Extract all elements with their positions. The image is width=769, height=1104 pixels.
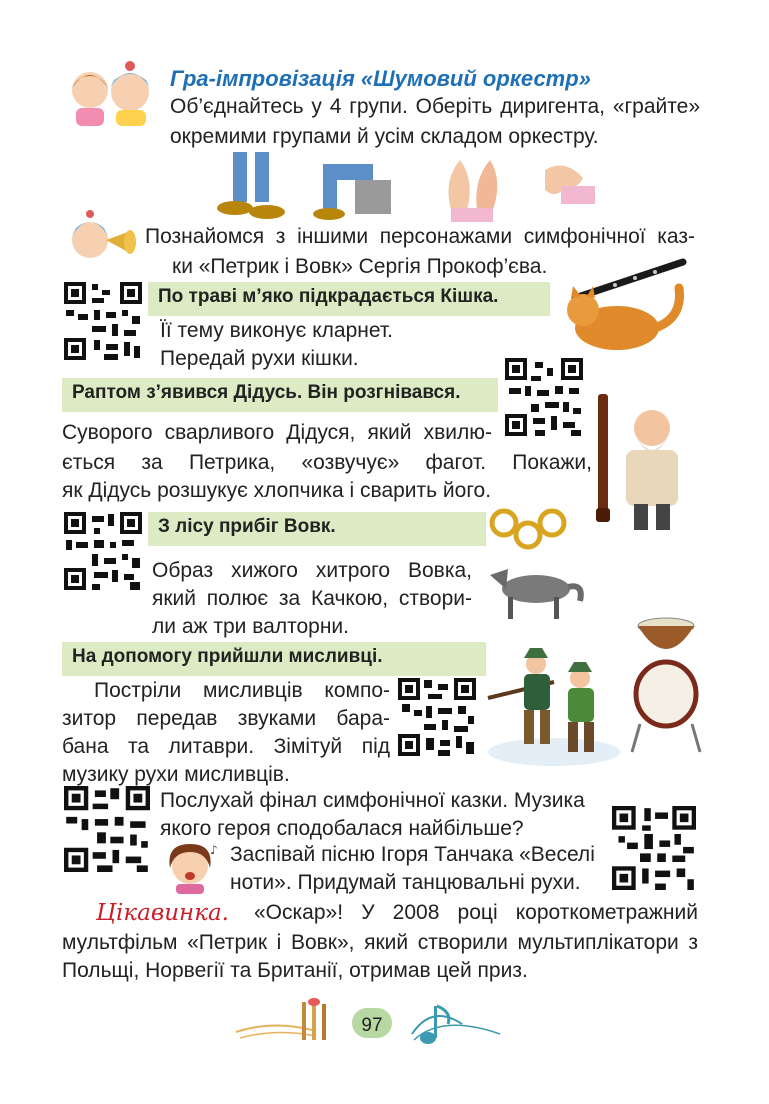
cat-heading: По траві м’яко підкрадається Кішка.	[148, 282, 550, 316]
grandpa-line-2: ється за Петрика, «озвучує» фагот. Покажи,	[62, 451, 592, 474]
timpani-and-drum-illustration	[626, 612, 706, 757]
fact-label: Цікавинка.	[96, 900, 229, 926]
intro-title: Гра-імпровізація «Шумовий оркестр»	[170, 66, 591, 91]
girl-singing-illustration	[158, 838, 224, 894]
wolf-line-3: ли аж три валторни.	[152, 615, 349, 638]
qr-code-hunters[interactable]	[398, 678, 476, 756]
qr-code-wolf[interactable]	[64, 512, 142, 590]
fact-line-2: мультфільм «Петрик і Вовк», який створили мультиплікатори з	[62, 931, 698, 954]
hunters-line-3: бана та литаври. Зімітуй під	[62, 735, 390, 758]
qr-code-grandpa[interactable]	[505, 358, 583, 436]
finale-line-3: Заспівай пісню Ігоря Танчака «Веселі	[230, 843, 595, 866]
grandpa-heading: Раптом з’явився Дідусь. Він розгнівався.	[62, 378, 498, 412]
meet-line-2: ки «Петрик і Вовк» Сергія Прокоф’єва.	[172, 255, 548, 278]
grandpa-line-1: Суворого сварливого Дідуся, який хвилю-	[62, 421, 492, 444]
qr-code-song[interactable]	[612, 806, 696, 890]
intro-line-1: Об’єднайтесь у 4 групи. Оберіть диригента, «грайте»	[170, 95, 700, 118]
hunters-line-1: Постріли мисливців компо-	[94, 679, 390, 702]
hunters-illustration	[484, 640, 624, 768]
grandpa-line-3: як Дідусь розшукує хлопчика і сварить його.	[62, 479, 492, 502]
svg-text:♪: ♪	[210, 843, 218, 857]
wolf-line-2: який полює за Качкою, створи-	[152, 587, 472, 610]
hunters-line-4: музику рухи мисливців.	[62, 763, 290, 786]
meet-line-1: Познайомся з іншими персонажами симфонічної каз-	[145, 225, 695, 248]
finale-line-4: ноти». Придумай танцювальні рухи.	[230, 871, 581, 894]
qr-code-cat[interactable]	[64, 282, 142, 360]
cat-line-1: Її тему виконує кларнет.	[160, 319, 393, 342]
hunters-line-2: зитор передав звуками бара-	[62, 707, 390, 730]
qr-code-finale[interactable]	[64, 786, 150, 872]
hunters-heading: На допомогу прийшли мисливці.	[62, 642, 486, 676]
french-horns-and-wolf-illustration	[480, 505, 590, 625]
page-number: 97	[361, 1015, 383, 1036]
fact-line-3: Польщі, Норвегії та Британії, отримав цей приз.	[62, 959, 528, 982]
intro-line-2: окремими групами й усім складом оркестру.	[170, 125, 599, 148]
finale-line-2: якого героя сподобалася найбільше?	[160, 817, 524, 840]
cat-line-2: Передай рухи кішки.	[160, 347, 359, 370]
wolf-heading: З лісу прибіг Вовк.	[148, 512, 486, 546]
finale-line-1: Послухай фінал симфонічної казки. Музика	[160, 789, 585, 812]
wolf-line-1: Образ хижого хитрого Вовка,	[152, 559, 472, 582]
fact-line-1: «Оскар»! У 2008 році короткометражний	[254, 901, 698, 924]
kid-with-trumpet-illustration	[62, 208, 142, 270]
kids-illustration	[62, 58, 162, 128]
clarinet-and-cat-illustration	[555, 258, 695, 358]
orchestra-gestures-illustration	[205, 150, 615, 225]
bassoon-and-grandpa-illustration	[590, 388, 700, 538]
